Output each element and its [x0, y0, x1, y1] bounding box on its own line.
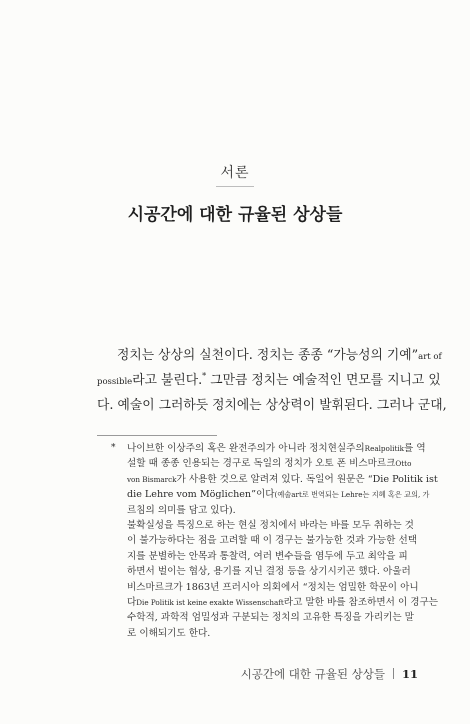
- page-number: 11: [401, 667, 418, 681]
- footnote-gloss: (예술: [274, 490, 292, 500]
- running-footer: [241, 666, 418, 682]
- footnote-reference[interactable]: *: [202, 371, 207, 381]
- title-divider: [216, 186, 254, 187]
- footnote-line: 지를 분별하는 안목과 통찰력, 여러 변수들을 염두에 두고 최악을 피: [127, 550, 408, 562]
- footnote-line: [97, 472, 438, 487]
- footer-separator: [393, 668, 394, 679]
- footnote-gloss: 로 번역되는 Lehre는 지혜 혹은 교의, 가: [301, 490, 430, 500]
- footnote-text: 를 역: [404, 443, 426, 454]
- gloss-possible: possible: [97, 377, 133, 387]
- footnote-text: 라고 말한 바를 참조하면서 이 경구는: [283, 597, 439, 609]
- footnote-marker: *: [111, 443, 116, 453]
- footnote-line: 로 이해되기도 한다.: [127, 627, 211, 639]
- footnote-line: [97, 441, 426, 456]
- footnote-line: 이 불가능하다는 점을 고려할 때 이 경구는 불가능한 것과 가능한 선택: [127, 535, 417, 547]
- footnote-gloss: art: [291, 490, 302, 500]
- footnote-text: die Lehre vom Möglichen”이다: [127, 489, 275, 501]
- footnote-text: 다: [127, 597, 137, 609]
- body-line-1: [97, 344, 442, 369]
- chapter-title: 시공간에 대한 규율된 상상들: [127, 205, 343, 225]
- body-text-segment: 라고 불린다.: [132, 373, 203, 388]
- body-text-segment: 그만큼 정치는 예술적인 면모를 지니고 있: [206, 373, 441, 388]
- running-title: 시공간에 대한 규율된 상상들: [240, 667, 385, 681]
- footnote-line: 비스마르크가 1863년 프러시아 의회에서 “정치는 엄밀한 학문이 아니: [127, 581, 419, 593]
- footnote-text: 가 사용한 것으로 알려져 있다. 독일어 원문은 “Die Politik ist: [176, 473, 438, 485]
- gloss-art-of: art of: [418, 352, 442, 362]
- section-label: 서론: [220, 165, 250, 181]
- footnote-gloss: Realpolitik: [364, 444, 404, 453]
- body-paragraph: [97, 344, 447, 417]
- footnote-gloss: von Bismarck: [127, 474, 177, 484]
- footnote-gloss: Die Politik ist keine exakte Wissenschaft: [136, 598, 284, 608]
- footnote-line: [97, 456, 419, 471]
- footnote-text: 설할 때 종종 인용되는 경구로 독일의 정치가 오토 폰 비스마르크: [127, 458, 396, 470]
- footnote-line: 불확실성을 특징으로 하는 현실 정치에서 바라는 바를 모두 취하는 것: [127, 520, 414, 532]
- footnote-line: [97, 487, 430, 502]
- footnote-text: 나이브한 이상주의 혹은 완전주의가 아니라 정치현실주의: [127, 443, 365, 454]
- footnote-line: 하면서 벌이는 협상, 용기를 지닌 결정 등을 상기시키곤 했다. 아울러: [127, 566, 411, 578]
- footnote-line: 수학적, 과학적 엄밀성과 구분되는 정치의 고유한 특징을 가리키는 말: [127, 612, 414, 624]
- footnote-line: [97, 595, 439, 610]
- body-line-3: 다. 예술이 그러하듯 정치에는 상상력이 발휘된다. 그러나 군대,: [97, 398, 447, 413]
- body-line-2: [97, 369, 441, 394]
- body-text-segment: 정치는 상상의 실천이다. 정치는 종종 “가능성의 기예”: [117, 348, 419, 363]
- footnote-gloss: Otto: [395, 459, 412, 469]
- footnote: [97, 441, 439, 641]
- footnote-line: 르침의 의미를 담고 있다).: [127, 504, 236, 516]
- footnote-rule: [97, 435, 217, 436]
